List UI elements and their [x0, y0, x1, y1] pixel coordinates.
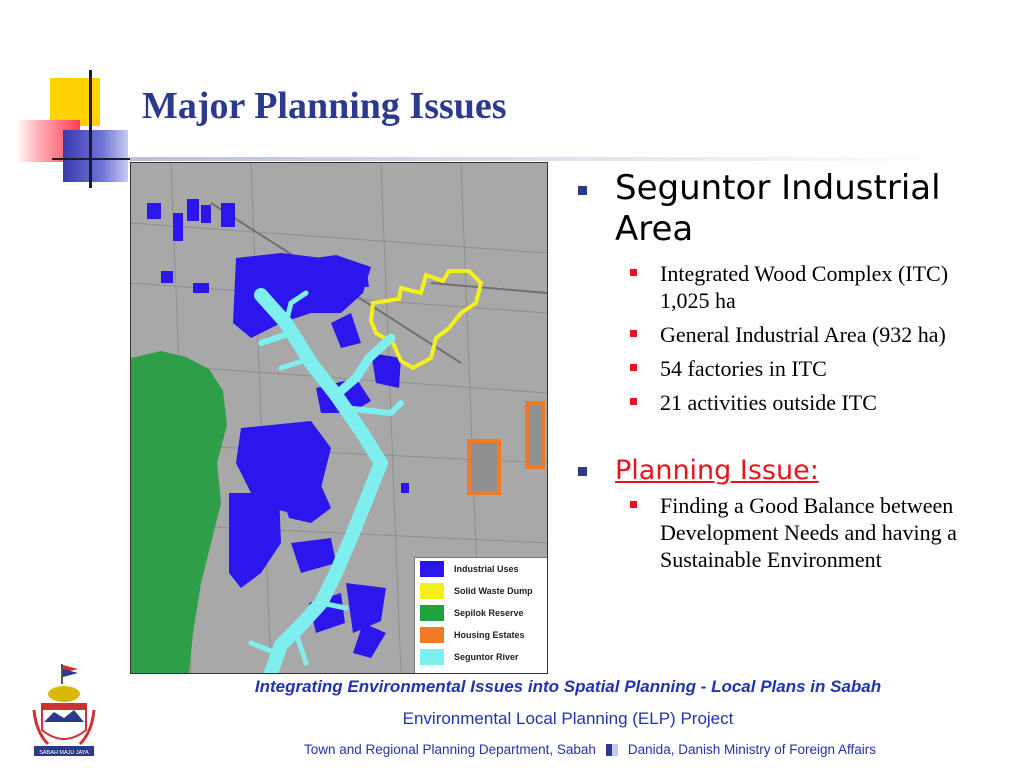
legend-label: Housing Estates [454, 630, 525, 640]
bullet-text: Integrated Wood Complex (ITC) 1,025 ha [660, 261, 949, 313]
legend-item-housing [415, 624, 548, 646]
legend-swatch [420, 649, 444, 665]
bullet-marker [630, 269, 637, 276]
bullet-marker [630, 501, 637, 508]
legend-label: Sepilok Reserve [454, 608, 524, 618]
bullet-level2 [630, 321, 998, 348]
legend-label: Seguntor River [454, 652, 519, 662]
map-legend [414, 557, 548, 674]
legend-item-river [415, 646, 548, 668]
footer-department: Town and Regional Planning Department, Sabah [303, 742, 596, 757]
legend-label: Industrial Uses [454, 564, 519, 574]
bullet-text: General Industrial Area (932 ha) [660, 322, 946, 347]
legend-label: Solid Waste Dump [454, 586, 533, 596]
seguntor-map [130, 162, 548, 674]
footer-credits [200, 742, 980, 757]
decor-blue-square [63, 130, 128, 182]
legend-swatch [420, 561, 444, 577]
decor-horizontal-line [52, 158, 132, 160]
bullet-marker [578, 467, 587, 476]
legend-swatch [420, 583, 444, 599]
decor-yellow-square [50, 78, 100, 126]
svg-text:SABAH MAJU JAYA: SABAH MAJU JAYA [39, 750, 89, 756]
legend-item-solid-waste [415, 580, 548, 602]
bullet-marker [630, 398, 637, 405]
bullet-marker [630, 330, 637, 337]
footer-project: Environmental Local Planning (ELP) Project [402, 709, 734, 728]
legend-swatch [420, 605, 444, 621]
decor-vertical-line [89, 70, 92, 188]
bullet-level2 [630, 260, 998, 314]
legend-item-industrial [415, 558, 548, 580]
bullet-level2 [630, 492, 998, 573]
legend-swatch [420, 627, 444, 643]
bullet-level2 [630, 389, 998, 416]
bullet-level1 [578, 168, 998, 250]
slide-content [578, 168, 998, 573]
separator-icon [606, 744, 618, 756]
bullet-marker [578, 186, 587, 195]
sabah-crest-icon [28, 660, 100, 764]
bullet-marker [630, 364, 637, 371]
bullet-text: 54 factories in ITC [660, 356, 827, 381]
footer-title: Integrating Environmental Issues into Spatial Planning - Local Plans in Sabah [254, 677, 882, 696]
footer-danida: Danida, Danish Ministry of Foreign Affairs [627, 742, 877, 757]
bullet-text: Finding a Good Balance between Development Needs and having a Sustainable Environment [660, 493, 957, 572]
bullet-level2 [630, 355, 998, 382]
bullet-text: Seguntor Industrial Area [615, 168, 941, 249]
legend-item-sepilok [415, 602, 548, 624]
planning-issue-link[interactable]: Planning Issue: [615, 455, 819, 486]
title-underline [130, 157, 940, 161]
bullet-level1 [578, 454, 998, 488]
bullet-text: 21 activities outside ITC [660, 390, 877, 415]
slide-title: Major Planning Issues [142, 85, 507, 127]
